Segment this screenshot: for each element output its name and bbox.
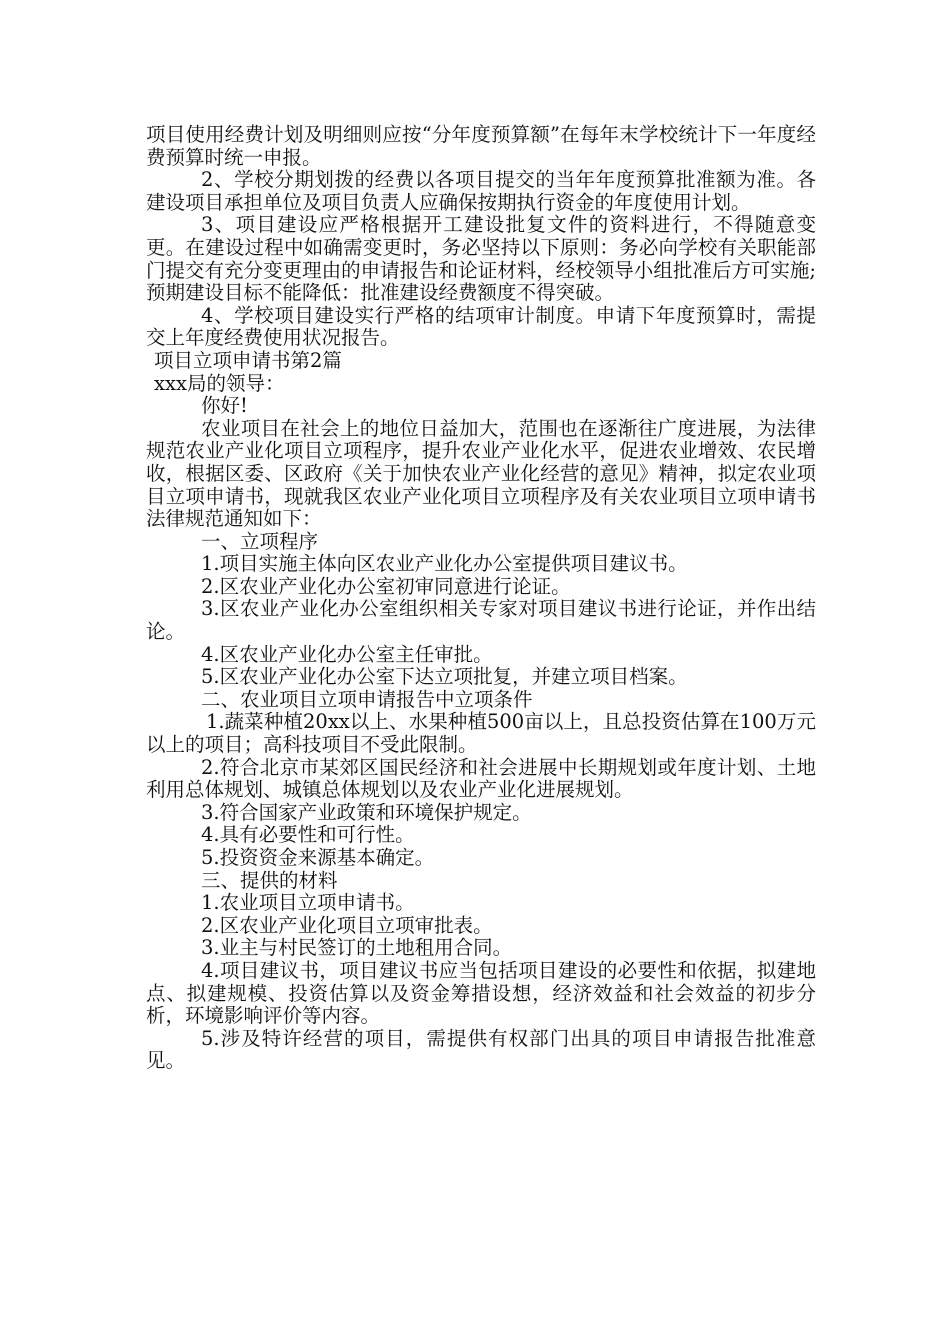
document-body bbox=[146, 124, 816, 1073]
list-item: 1.蔬菜种植20xx以上、水果种植500亩以上，且总投资估算在100万元以上的项目；高科技项目不受此限制。 bbox=[146, 710, 816, 757]
greeting: 你好! bbox=[201, 394, 248, 418]
salutation: xxx局的领导： bbox=[154, 371, 285, 395]
list-item: 4.项目建议书，项目建议书应当包括项目建设的必要性和依据，拟建地点、拟建规模、投资估算以及资金筹措设想，经济效益和社会效益的初步分析，环境影响评价等内容。 bbox=[146, 958, 816, 1028]
list-item: 1.农业项目立项申请书。 bbox=[201, 891, 415, 915]
heading-materials: 三、提供的材料 bbox=[201, 868, 338, 892]
list-item: 5.投资资金来源基本确定。 bbox=[201, 846, 435, 869]
list-item: 2.区农业产业化办公室初审同意进行论证。 bbox=[201, 574, 571, 598]
list-item: 3.业主与村民签订的土地租用合同。 bbox=[201, 936, 513, 960]
list-item: 5.涉及特许经营的项目，需提供有权部门出具的项目申请报告批准意见。 bbox=[146, 1026, 816, 1073]
paragraph-budget-plan: 项目使用经费计划及明细则应按“分年度预算额”在每年末学校统计下一年度经费预算时统一申报。 bbox=[146, 123, 816, 169]
list-item: 2.区农业产业化项目立项审批表。 bbox=[201, 913, 493, 937]
list-item: 4.具有必要性和可行性。 bbox=[201, 823, 415, 847]
list-item: 2.符合北京市某郊区国民经济和社会进展中长期规划或年度计划、土地利用总体规划、城镇总体规划以及农业产业化进展规划。 bbox=[146, 755, 816, 802]
heading-procedure: 一、立项程序 bbox=[201, 529, 319, 553]
section-title: 项目立项申请书第2篇 bbox=[154, 348, 342, 372]
paragraph-rule-4: 4、学校项目建设实行严格的结项审计制度。申请下年度预算时，需提交上年度经费使用状况报告。 bbox=[146, 303, 816, 350]
paragraph-rule-3: 3、项目建设应严格根据开工建设批复文件的资料进行，不得随意变更。在建设过程中如确需变更时，务必坚持以下原则：务必向学校有关职能部门提交有充分变更理由的申请报告和论证材料，经校领导小组批准后方可实施;预期建设目标不能降低：批准建设经费额度不得突破。 bbox=[146, 213, 816, 305]
list-item: 3.符合国家产业政策和环境保护规定。 bbox=[201, 800, 532, 824]
paragraph-rule-2: 2、学校分期划拨的经费以各项目提交的当年年度预算批准额为准。各建设项目承担单位及项目负责人应确保按期执行资金的年度使用计划。 bbox=[146, 168, 816, 214]
list-item: 5.区农业产业化办公室下达立项批复，并建立项目档案。 bbox=[201, 665, 688, 689]
paragraph-intro: 农业项目在社会上的地位日益加大，范围也在逐渐往广度进展，为法律规范农业产业化项目立项程序，提升农业产业化水平，促进农业增效、农民增收，根据区委、区政府《关于加快农业产业化经营的意见》精神，拟定农业项目立项申请书，现就我区农业产业化项目立项程序及有关农业项目立项申请书法律规范通知如下： bbox=[146, 416, 816, 531]
list-item: 4.区农业产业化办公室主任审批。 bbox=[201, 642, 493, 666]
list-item: 1.项目实施主体向区农业产业化办公室提供项目建议书。 bbox=[201, 552, 688, 576]
list-item: 3.区农业产业化办公室组织相关专家对项目建议书进行论证，并作出结论。 bbox=[146, 597, 816, 644]
heading-conditions: 二、农业项目立项申请报告中立项条件 bbox=[201, 687, 533, 711]
